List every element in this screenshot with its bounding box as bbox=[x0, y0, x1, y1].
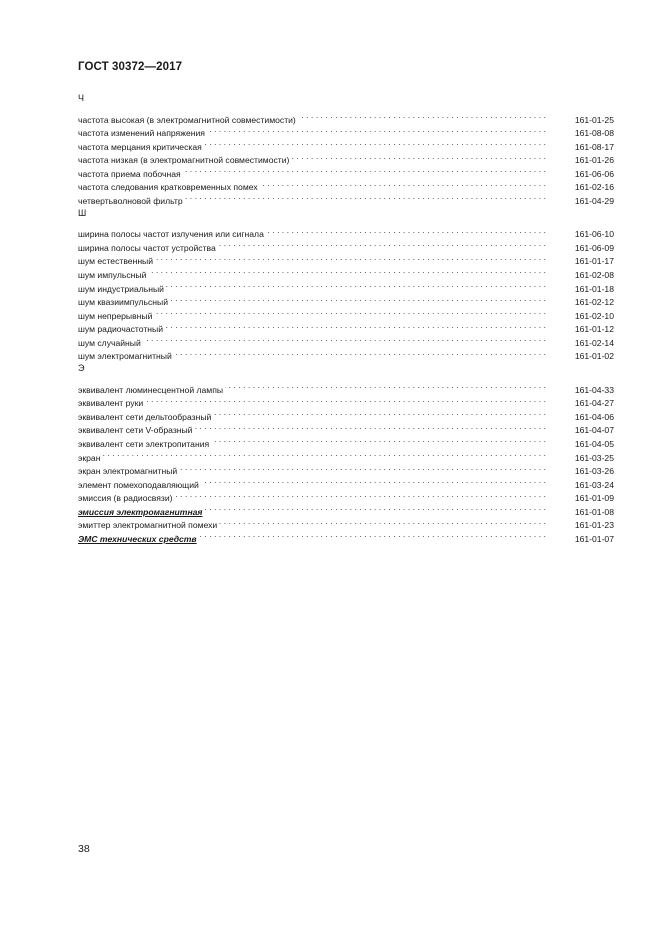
index-entry-term: частота приема побочная bbox=[78, 168, 181, 179]
index-entry bbox=[78, 251, 614, 265]
dot-leader bbox=[148, 264, 546, 278]
index-section bbox=[78, 92, 614, 204]
index-entry bbox=[78, 264, 614, 281]
dot-leader bbox=[145, 393, 546, 407]
index-entry bbox=[78, 109, 614, 123]
section-letter-heading: Ч bbox=[78, 93, 84, 103]
index-entry-term: шум непрерывный bbox=[78, 310, 153, 321]
index-entry-code: 161-04-29 bbox=[574, 195, 614, 206]
index-entry-term: шум квазиимпульсный bbox=[78, 297, 169, 308]
dot-leader bbox=[207, 123, 546, 137]
section-letter-heading: Ш bbox=[78, 207, 87, 218]
dot-leader bbox=[170, 292, 546, 306]
dot-leader bbox=[201, 474, 546, 488]
index-entry-term: экран электромагнитный bbox=[78, 466, 178, 477]
index-entry-code: 161-03-26 bbox=[574, 466, 614, 477]
index-entry-code: 161-01-08 bbox=[574, 506, 614, 517]
index-section bbox=[78, 362, 614, 542]
index-entry-code: 161-01-12 bbox=[574, 324, 614, 335]
index-entry-code: 161-01-02 bbox=[574, 351, 614, 362]
index-entry bbox=[78, 406, 614, 420]
index-entry-term: эмиссия электромагнитная bbox=[78, 506, 203, 517]
index-entry-term: шум радиочастотный bbox=[78, 324, 163, 335]
dot-leader bbox=[154, 305, 546, 319]
index-entry-code: 161-01-07 bbox=[574, 533, 614, 544]
index-entry-code: 161-06-10 bbox=[574, 229, 614, 240]
index-entry-term: ЭМС технических средств bbox=[78, 533, 197, 544]
dot-leader bbox=[260, 177, 546, 191]
dot-leader bbox=[194, 420, 546, 434]
dot-leader bbox=[266, 224, 546, 238]
dot-leader bbox=[143, 332, 546, 346]
dot-leader bbox=[291, 150, 546, 164]
dot-leader bbox=[298, 109, 546, 123]
dot-leader bbox=[213, 406, 546, 420]
dot-leader bbox=[175, 488, 546, 502]
index-entry-term: ширина полосы частот излучения или сигнала bbox=[78, 229, 264, 240]
index-entry-term: частота низкая (в электромагнитной совместимости) bbox=[78, 155, 290, 166]
dot-leader bbox=[183, 163, 546, 177]
page-number: 38 bbox=[78, 843, 90, 855]
index-entry-code: 161-04-06 bbox=[574, 411, 614, 422]
index-entry-code: 161-04-07 bbox=[574, 425, 614, 436]
dot-leader bbox=[179, 461, 546, 475]
dot-leader bbox=[185, 190, 546, 204]
index-entry-term: эквивалент сети V-образный bbox=[78, 425, 193, 436]
document-header-title: ГОСТ 30372—2017 bbox=[78, 61, 183, 73]
index-entry bbox=[78, 447, 614, 461]
section-letter-heading: Э bbox=[78, 363, 85, 374]
dot-leader bbox=[218, 237, 546, 251]
index-entry-term: экран bbox=[78, 452, 101, 463]
index-entry-code: 161-04-05 bbox=[574, 439, 614, 450]
index-entry-term: частота следования кратковременных помех bbox=[78, 182, 258, 193]
index-entry-code: 161-02-08 bbox=[574, 270, 614, 281]
dot-leader bbox=[102, 447, 546, 461]
index-entry-term: эквивалент сети электропитания bbox=[78, 439, 210, 450]
index-entry-term: эмиттер электромагнитной помехи bbox=[78, 520, 218, 531]
index-entry-code: 161-01-17 bbox=[574, 256, 614, 267]
index-entry-code: 161-02-14 bbox=[574, 337, 614, 348]
dot-leader bbox=[204, 136, 546, 150]
index-entry bbox=[78, 278, 614, 292]
index-entry-code: 161-06-06 bbox=[574, 168, 614, 179]
index-entry-code: 161-04-33 bbox=[574, 384, 614, 395]
index-entry-term: шум естественный bbox=[78, 256, 154, 267]
dot-leader bbox=[219, 515, 546, 529]
index-entry-term: эмиссия (в радиосвязи) bbox=[78, 493, 173, 504]
index-entry-term: шум электромагнитный bbox=[78, 351, 172, 362]
index-section bbox=[78, 207, 614, 362]
index-entry-code: 161-03-24 bbox=[574, 479, 614, 490]
index-entry-code: 161-01-26 bbox=[574, 155, 614, 166]
index-entry-term: эквивалент люминесцентной лампы bbox=[78, 384, 224, 395]
index-entry-code: 161-01-25 bbox=[574, 114, 614, 125]
dot-leader bbox=[204, 501, 546, 515]
dot-leader bbox=[155, 251, 546, 265]
index-entry-code: 161-01-18 bbox=[574, 283, 614, 294]
index-entry-code: 161-03-25 bbox=[574, 452, 614, 463]
index-entry-term: шум индустриальный bbox=[78, 283, 164, 294]
index-entry-code: 161-02-16 bbox=[574, 182, 614, 193]
index-entry bbox=[78, 393, 614, 407]
index-entry bbox=[78, 379, 614, 393]
dot-leader bbox=[211, 433, 546, 447]
index-entry-term: частота высокая (в электромагнитной совместимости) bbox=[78, 114, 296, 125]
index-entry-code: 161-02-10 bbox=[574, 310, 614, 321]
alphabetical-term-index bbox=[78, 92, 614, 542]
index-entry-term: эквивалент сети дельтообразный bbox=[78, 411, 212, 422]
index-entry-code: 161-04-27 bbox=[574, 398, 614, 409]
index-entry-code: 161-08-17 bbox=[574, 141, 614, 152]
index-entry-term: частота мерцания критическая bbox=[78, 141, 202, 152]
index-entry-term: эквивалент руки bbox=[78, 398, 144, 409]
index-entry bbox=[78, 319, 614, 333]
index-entry-code: 161-06-09 bbox=[574, 242, 614, 253]
index-entry-term: шум случайный bbox=[78, 337, 141, 348]
index-entry bbox=[78, 224, 614, 238]
index-entry-term: шум импульсный bbox=[78, 270, 147, 281]
index-entry bbox=[78, 332, 614, 346]
index-entry-code: 161-08-08 bbox=[574, 128, 614, 139]
dot-leader bbox=[174, 346, 546, 360]
index-entry bbox=[78, 461, 614, 475]
index-entry bbox=[78, 305, 614, 319]
dot-leader bbox=[165, 319, 546, 333]
index-entry-code: 161-01-23 bbox=[574, 520, 614, 531]
index-entry-code: 161-02-12 bbox=[574, 297, 614, 308]
index-entry-code: 161-01-09 bbox=[574, 493, 614, 504]
index-entry-term: ширина полосы частот устройства bbox=[78, 242, 216, 253]
dot-leader bbox=[199, 528, 546, 542]
dot-leader bbox=[225, 379, 546, 393]
index-entry bbox=[78, 346, 614, 360]
index-entry-term: элемент помехоподавляющий bbox=[78, 479, 199, 490]
index-entry-term: частота изменений напряжения bbox=[78, 128, 205, 139]
dot-leader bbox=[166, 278, 546, 292]
index-entry-term: четвертьволновой фильтр bbox=[78, 195, 183, 206]
